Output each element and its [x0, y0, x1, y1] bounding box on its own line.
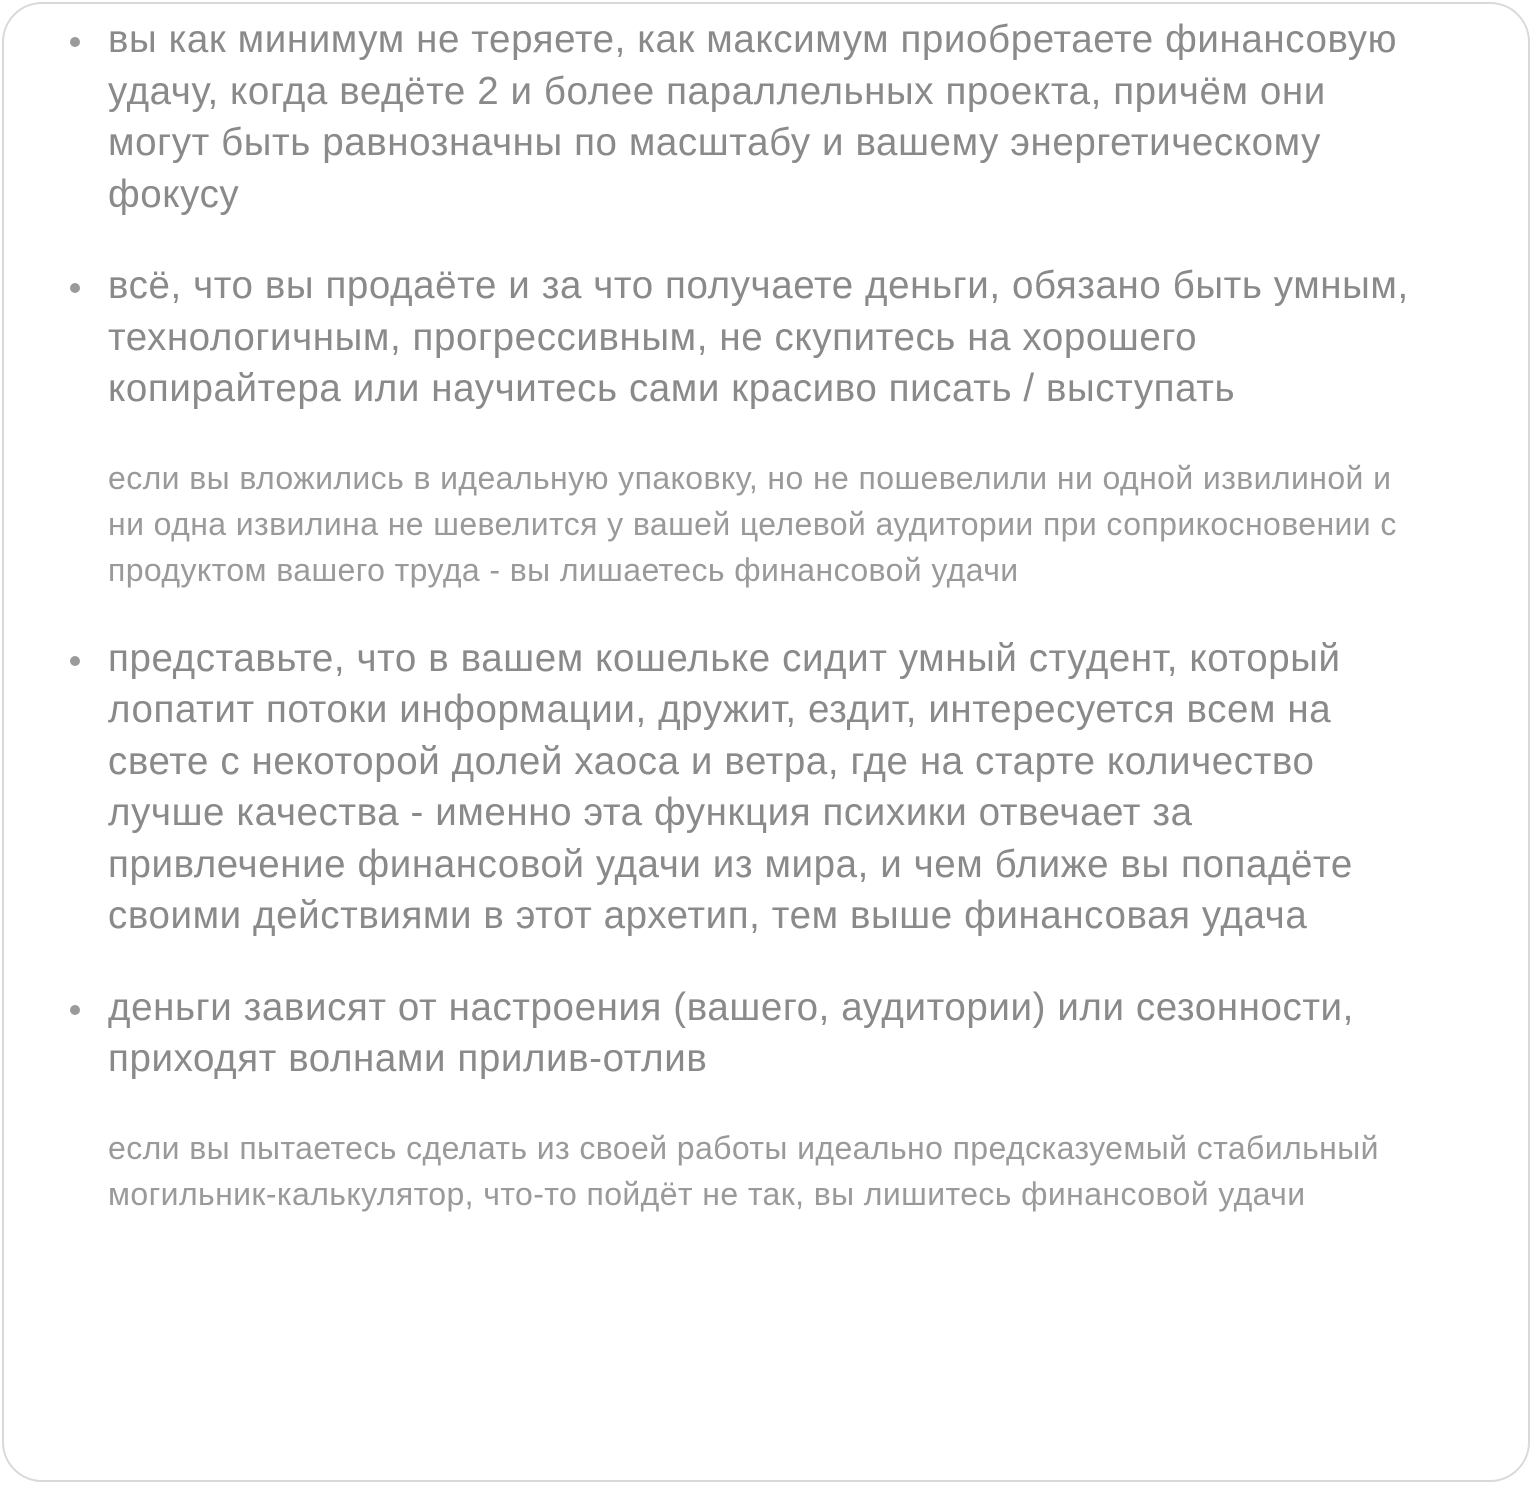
- list-item: [108, 633, 1428, 942]
- list-item-note: если вы пытаетесь сделать из своей работы идеально предсказуемый стабильный могильник-калькулятор, что-то пойдёт не так, вы лишитесь финансовой удачи: [108, 1129, 1379, 1212]
- list-item-text: всё, что вы продаёте и за что получаете деньги, обязано быть умным, технологичным, прогрессивным, не скупитесь на хорошего копирайтера или научитесь сами красиво писать / выступать: [108, 264, 1409, 410]
- text-card: [2, 2, 1530, 1482]
- bullet-dot-icon: [70, 656, 80, 666]
- list-item: [108, 14, 1428, 220]
- bullet-dot-icon: [70, 37, 80, 47]
- bullet-dot-icon: [70, 1005, 80, 1015]
- list-item-text: представьте, что в вашем кошельке сидит умный студент, который лопатит потоки информации, дружит, ездит, интересуется всем на свете с некоторой долей хаоса и ветра, где на старте количество лучше качества - именно эта функция психики отвечает за привлечение финансовой удачи из мира, и чем ближе вы попадёте своими действиями в этот архетип, тем выше финансовая удача: [108, 636, 1353, 937]
- list-item: [108, 260, 1428, 593]
- bullet-dot-icon: [70, 283, 80, 293]
- list-item: [108, 982, 1428, 1217]
- list-item-text: деньги зависят от настроения (вашего, аудитории) или сезонности, приходят волнами прилив-отлив: [108, 985, 1354, 1080]
- list-item-text: вы как минимум не теряете, как максимум приобретаете финансовую удачу, когда ведёте 2 и более параллельных проекта, причём они могут быть равнозначны по масштабу и вашему энергетическому фокусу: [108, 18, 1398, 216]
- list-item-note: если вы вложились в идеальную упаковку, но не пошевелили ни одной извилиной и ни одна извилина не шевелится у вашей целевой аудитории при соприкосновении с продуктом вашего труда - вы лишаетесь финансовой удачи: [108, 459, 1397, 588]
- bullet-list: [108, 14, 1428, 1217]
